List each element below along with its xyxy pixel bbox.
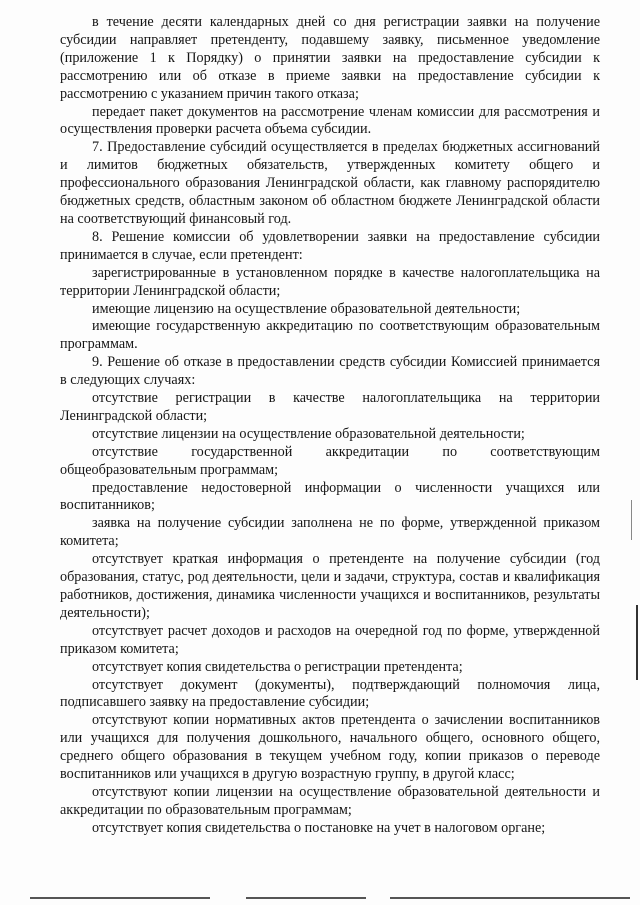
paragraph: заявка на получение субсидии заполнена не по форме, утвержденной приказом комитета; — [60, 515, 600, 550]
scan-artifact — [636, 605, 638, 680]
paragraph: отсутствует копия свидетельства о постановке на учет в налоговом органе; — [92, 819, 546, 836]
paragraph: в течение десяти календарных дней со дня регистрации заявки на получение субсидии направляет претенденту, подавшему заявку, письменное уведомление (приложение 1 к Порядку) о принятии заявки на предоставление субсидии к рассмотрению или об отказе в приеме заявки на предоставление субсидии к рассмотрению с указанием причин такого отказа; — [60, 14, 600, 102]
paragraph: отсутствует копия свидетельства о регистрации претендента; — [92, 658, 463, 675]
paragraph: 9. Решение об отказе в предоставлении средств субсидии Комиссией принимается в следующих случаях: — [60, 354, 600, 389]
paragraph: имеющие лицензию на осуществление образовательной деятельности; — [92, 300, 521, 317]
paragraph: отсутствует краткая информация о претенденте на получение субсидии (год образования, статус, род деятельности, цели и задачи, структура, состав и квалификация работников, достижения, динамика численности учащихся и воспитанников, результаты деятельности); — [60, 551, 600, 621]
document-body — [60, 14, 600, 838]
paragraph: отсутствие лицензии на осуществление образовательной деятельности; — [92, 425, 525, 442]
paragraph: отсутствуют копии нормативных актов претендента о зачислении воспитанников или учащихся для получения дошкольного, начального общего, основного общего, среднего общего образования в текущем учебном году, копии приказов о переводе воспитанников или учащихся в другую возрастную группу, в другой класс; — [60, 712, 600, 783]
paragraph: предоставление недостоверной информации о численности учащихся или воспитанников; — [60, 479, 600, 514]
paragraph: 7. Предоставление субсидий осуществляется в пределах бюджетных ассигнований и лимитов бюджетных обязательств, утвержденных комитету общего и профессионального образования Ленинградской области, как главному распорядителю бюджетных средств, областным законом об областном бюджете Ленинградской области на соответствующий финансовый год. — [60, 139, 600, 227]
paragraph: отсутствует документ (документы), подтверждающий полномочия лица, подписавшего заявку на предоставление субсидии; — [60, 676, 600, 711]
paragraph: 8. Решение комиссии об удовлетворении заявки на предоставление субсидии принимается в случае, если претендент: — [60, 228, 600, 263]
paragraph: передает пакет документов на рассмотрение членам комиссии для рассмотрения и осуществления проверки расчета объема субсидии. — [60, 103, 600, 138]
paragraph: имеющие государственную аккредитацию по соответствующим образовательным программам. — [60, 318, 600, 353]
scan-bottom-edge — [30, 897, 630, 899]
scan-artifact — [631, 500, 632, 540]
paragraph: отсутствует расчет доходов и расходов на очередной год по форме, утвержденной приказом комитета; — [60, 622, 600, 657]
paragraph: отсутствие государственной аккредитации по соответствующим общеобразовательным программам; — [60, 443, 600, 478]
paragraph: отсутствие регистрации в качестве налогоплательщика на территории Ленинградской области; — [60, 390, 600, 424]
paragraph: зарегистрированные в установленном порядке в качестве налогоплательщика на территории Ленинградской области; — [60, 264, 600, 299]
paragraph: отсутствуют копии лицензии на осуществление образовательной деятельности и аккредитации по образовательным программам; — [60, 783, 600, 818]
